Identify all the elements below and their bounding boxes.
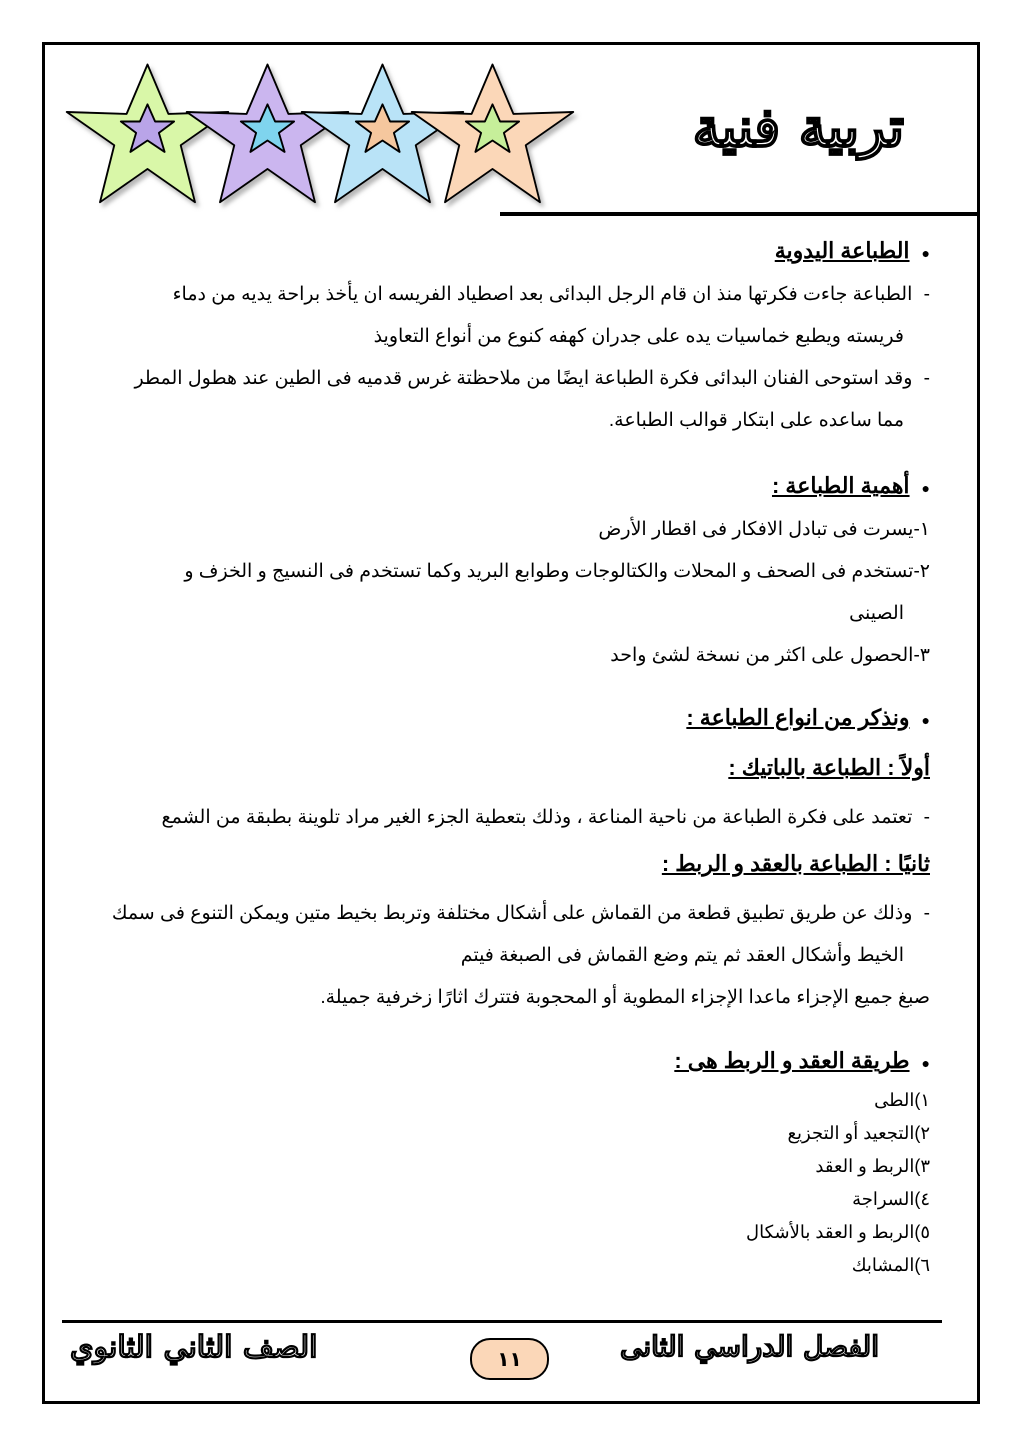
list-item: ٦)المشابك: [851, 1255, 930, 1275]
list-item: ٢)التجعيد أو التجزيع: [787, 1123, 930, 1143]
paragraph-continued: صبغ جميع الإجزاء ماعدا الإجزاء المطوية أو المحجوبة فتترك اثارًا زخرفية جميلة.: [320, 987, 930, 1008]
footer-grade: الصف الثاني الثانوي: [70, 1330, 318, 1365]
section-heading: ● أهمية الطباعة :: [80, 465, 930, 509]
list-item: ١)الطى: [874, 1090, 930, 1110]
list-item: ٣-الحصول على اكثر من نسخة لشئ واحد: [610, 645, 930, 666]
paragraph: - الطباعة جاءت فكرتها منذ ان قام الرجل البدائى بعد اصطياد الفريسه ان يأخذ براحة يديه من دماء: [80, 274, 930, 316]
list-item: ٢-تستخدم فى الصحف و المحلات والكتالوجات وطوابع البريد وكما تستخدم فى النسيج و الخزف و: [184, 561, 930, 582]
stars-decoration: [45, 45, 585, 235]
paragraph-continued: مما ساعده على ابتكار قوالب الطباعة.: [608, 410, 904, 431]
paragraph: - وذلك عن طريق تطبيق قطعة من القماش على أشكال مختلفة وتربط بخيط متين ويمكن التنوع فى سمك: [80, 893, 930, 935]
list-item: ٤)السراجة: [852, 1189, 930, 1209]
section-types: [80, 697, 930, 1019]
section-heading: ● طريقة العقد و الربط هى :: [80, 1040, 930, 1084]
section-heading: ● ونذكر من انواع الطباعة :: [80, 697, 930, 741]
subheading-tie-dye: ثانيًا : الطباعة بالعقد و الربط :: [661, 851, 930, 876]
footer-divider: [62, 1320, 942, 1323]
list-item: ٣)الربط و العقد: [815, 1156, 930, 1176]
paragraph-continued: الخيط وأشكال العقد ثم يتم وضع القماش فى الصبغة فيتم: [460, 945, 904, 966]
footer-semester: الفصل الدراسي الثانى: [620, 1330, 879, 1363]
list-item: ٥)الربط و العقد بالأشكال: [746, 1222, 930, 1242]
page-number-badge: ١١: [470, 1338, 549, 1380]
section-heading: ● الطباعة اليدوية: [80, 230, 930, 274]
section-handprinting: [80, 230, 930, 442]
title-underline: [500, 212, 978, 216]
subheading-batik: أولاً : الطباعة بالباتيك :: [728, 755, 930, 780]
section-method: [80, 1040, 930, 1282]
list-item-continued: الصينى: [849, 603, 904, 624]
section-importance: [80, 465, 930, 677]
page-title: تربية فنية: [692, 95, 904, 159]
paragraph: - وقد استوحى الفنان البدائى فكرة الطباعة ايضًا من ملاحظتة غرس قدميه فى الطين عند هطول المطر: [80, 358, 930, 400]
paragraph: - تعتمد على فكرة الطباعة من ناحية المناعة ، وذلك بتعطية الجزء الغير مراد تلوينة بطبقة من الشمع: [80, 797, 930, 839]
paragraph-continued: فريسته ويطبع خماسيات يده على جدران كهفه كنوع من أنواع التعاويذ: [373, 326, 904, 347]
list-item: ١-يسرت فى تبادل الافكار فى اقطار الأرض: [598, 519, 930, 540]
steps-list: [80, 1084, 930, 1282]
